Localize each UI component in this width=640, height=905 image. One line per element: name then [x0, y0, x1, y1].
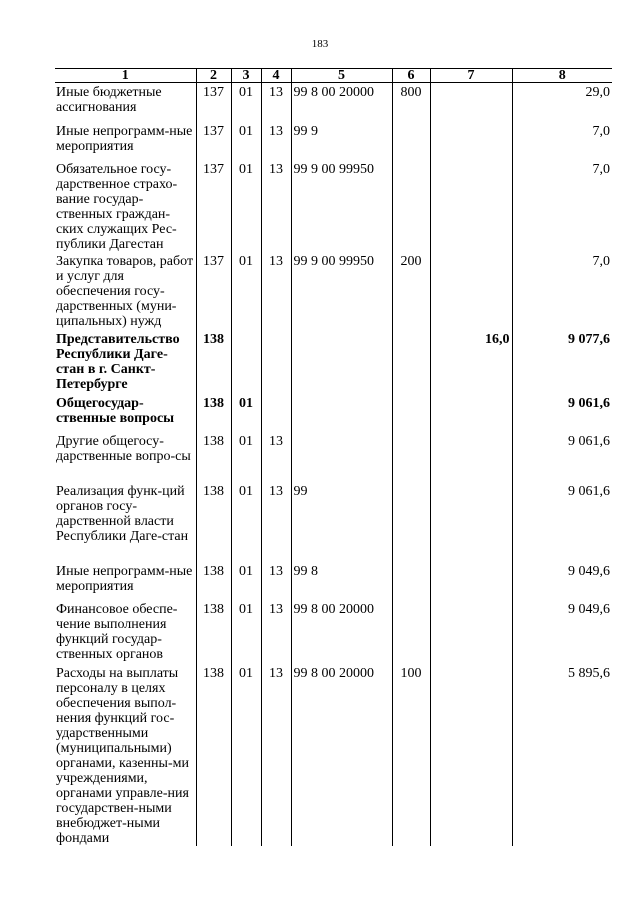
cell-col7 — [430, 482, 512, 562]
row-name: Иные непрограмм-ные мероприятия — [56, 564, 193, 594]
cell-target-code — [291, 394, 392, 432]
cell-col7 — [430, 83, 512, 123]
cell-subsection: 13 — [261, 600, 291, 664]
table-row — [55, 394, 612, 432]
cell-expense-type — [392, 330, 430, 394]
table-row — [55, 252, 612, 330]
column-header: 1 — [55, 69, 196, 83]
cell-target-code: 99 9 00 99950 — [291, 252, 392, 330]
cell-subsection: 13 — [261, 432, 291, 482]
column-header: 3 — [231, 69, 261, 83]
cell-target-code: 99 9 00 99950 — [291, 160, 392, 252]
page-number: 183 — [311, 38, 329, 50]
cell-target-code — [291, 432, 392, 482]
cell-col7 — [430, 122, 512, 160]
cell-col7 — [430, 432, 512, 482]
cell-subsection: 13 — [261, 252, 291, 330]
row-name: Представительство Республики Даге-стан в г. Санкт-Петербурге — [56, 332, 180, 392]
cell-amount: 9 061,6 — [512, 432, 612, 482]
row-name: Реализация функ-ций органов госу-дарственной власти Республики Даге-стан — [56, 484, 189, 544]
cell-section — [231, 330, 261, 394]
cell-section: 01 — [231, 664, 261, 846]
header-row — [55, 69, 612, 83]
table-row — [55, 122, 612, 160]
row-name: Закупка товаров, работ и услуг для обеспечения госу-дарственных (муни-ципальных) нужд — [56, 254, 194, 329]
cell-amount: 9 061,6 — [512, 482, 612, 562]
table-row — [55, 330, 612, 394]
budget-table — [55, 68, 612, 846]
row-name: Общегосудар-ственные вопросы — [56, 396, 175, 426]
cell-section: 01 — [231, 252, 261, 330]
cell-section: 01 — [231, 160, 261, 252]
cell-admin-code: 138 — [196, 432, 231, 482]
cell-admin-code: 137 — [196, 160, 231, 252]
row-name: Финансовое обеспе-чение выполнения функций государ-ственных органов — [56, 602, 178, 662]
cell-col7: 16,0 — [430, 330, 512, 394]
cell-amount: 9 061,6 — [512, 394, 612, 432]
table-row — [55, 83, 612, 123]
cell-expense-type — [392, 482, 430, 562]
cell-target-code — [291, 330, 392, 394]
cell-amount: 7,0 — [512, 252, 612, 330]
cell-subsection: 13 — [261, 160, 291, 252]
cell-expense-type: 100 — [392, 664, 430, 846]
cell-expense-type — [392, 160, 430, 252]
cell-section: 01 — [231, 562, 261, 600]
cell-amount: 7,0 — [512, 122, 612, 160]
table-row — [55, 160, 612, 252]
column-header: 8 — [512, 69, 612, 83]
cell-section: 01 — [231, 83, 261, 123]
cell-target-code: 99 8 — [291, 562, 392, 600]
cell-expense-type — [392, 562, 430, 600]
cell-col7 — [430, 160, 512, 252]
cell-subsection: 13 — [261, 664, 291, 846]
column-header: 5 — [291, 69, 392, 83]
cell-amount: 5 895,6 — [512, 664, 612, 846]
cell-admin-code: 138 — [196, 482, 231, 562]
cell-col7 — [430, 600, 512, 664]
cell-admin-code: 138 — [196, 664, 231, 846]
cell-amount: 9 077,6 — [512, 330, 612, 394]
cell-admin-code: 137 — [196, 83, 231, 123]
cell-expense-type — [392, 432, 430, 482]
row-name: Иные непрограмм-ные мероприятия — [56, 124, 193, 154]
cell-subsection — [261, 394, 291, 432]
column-header: 6 — [392, 69, 430, 83]
cell-col7 — [430, 664, 512, 846]
cell-target-code: 99 8 00 20000 — [291, 83, 392, 123]
cell-expense-type — [392, 122, 430, 160]
row-name: Обязательное госу-дарственное страхо-вание государ-ственных граждан-ских служащих Рес-публики Дагестан — [56, 162, 178, 252]
table-row — [55, 432, 612, 482]
cell-subsection — [261, 330, 291, 394]
cell-col7 — [430, 394, 512, 432]
cell-amount: 7,0 — [512, 160, 612, 252]
row-name: Расходы на выплаты персоналу в целях обеспечения выпол-нения функций гос-ударственными (муниципальными) органами, казенны-ми учреждениями, органами управле-ния государствен-ными внебюджет-ными фондами — [56, 666, 189, 846]
cell-admin-code: 138 — [196, 330, 231, 394]
cell-admin-code: 137 — [196, 122, 231, 160]
column-header: 4 — [261, 69, 291, 83]
table-row — [55, 600, 612, 664]
cell-subsection: 13 — [261, 562, 291, 600]
cell-section: 01 — [231, 394, 261, 432]
cell-expense-type — [392, 600, 430, 664]
cell-subsection: 13 — [261, 122, 291, 160]
column-header: 7 — [430, 69, 512, 83]
cell-subsection: 13 — [261, 83, 291, 123]
row-name: Иные бюджетные ассигнования — [56, 85, 162, 115]
cell-target-code: 99 9 — [291, 122, 392, 160]
table-row — [55, 562, 612, 600]
table-row — [55, 664, 612, 846]
cell-expense-type: 800 — [392, 83, 430, 123]
cell-expense-type — [392, 394, 430, 432]
cell-amount: 9 049,6 — [512, 562, 612, 600]
cell-admin-code: 138 — [196, 600, 231, 664]
cell-admin-code: 138 — [196, 394, 231, 432]
cell-target-code: 99 8 00 20000 — [291, 664, 392, 846]
cell-col7 — [430, 252, 512, 330]
cell-expense-type: 200 — [392, 252, 430, 330]
cell-target-code: 99 — [291, 482, 392, 562]
column-header: 2 — [196, 69, 231, 83]
cell-admin-code: 137 — [196, 252, 231, 330]
cell-admin-code: 138 — [196, 562, 231, 600]
row-name: Другие общегосу-дарственные вопро-сы — [56, 434, 191, 464]
cell-amount: 29,0 — [512, 83, 612, 123]
cell-section: 01 — [231, 600, 261, 664]
cell-col7 — [430, 562, 512, 600]
cell-target-code: 99 8 00 20000 — [291, 600, 392, 664]
table-row — [55, 482, 612, 562]
cell-section: 01 — [231, 482, 261, 562]
cell-section: 01 — [231, 122, 261, 160]
cell-section: 01 — [231, 432, 261, 482]
cell-subsection: 13 — [261, 482, 291, 562]
cell-amount: 9 049,6 — [512, 600, 612, 664]
